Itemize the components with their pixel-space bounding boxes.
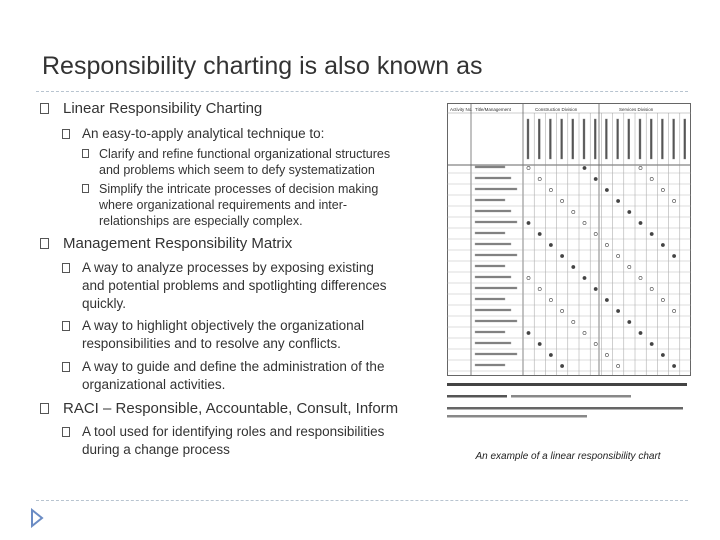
bullet-line: A tool used for identifying roles and responsibilities [82,424,385,439]
bullet-line: A way to analyze processes by exposing existing [82,260,374,275]
bullet-raci [40,400,398,418]
footer-divider [36,500,688,501]
bullet-text [82,358,384,394]
bullet-line: Simplify the intricate processes of decision making [99,182,379,196]
sub-bullet-analyze-processes [62,259,386,313]
figure-caption: An example of a linear responsibility chart [475,451,661,462]
bullet-line: organizational activities. [82,377,226,392]
bullet-line: during a change process [82,442,230,457]
bullet-text: Linear Responsibility Charting [63,100,263,117]
figure-header-services: Services Division [619,107,654,112]
bullet-marker-icon [40,238,49,249]
bullet-text: An easy-to-apply analytical technique to: [82,126,325,141]
sub-bullet-analytical-technique [62,125,324,143]
bullet-text [99,146,390,178]
bullet-marker-icon [82,184,89,193]
bullet-marker-icon [62,263,70,273]
bullet-linear-responsibility-charting [40,100,262,118]
bullet-marker-icon [62,427,70,437]
bullet-text: RACI – Responsible, Accountable, Consult, Inform [63,400,399,417]
bullet-line: responsibilities and to resolve any conflicts. [82,336,341,351]
sub-bullet-raci-tool [62,423,384,459]
bullet-marker-icon [82,149,89,158]
bullet-line: and potential problems and spotlighting differences [82,278,387,293]
sub-bullet-guide-administration [62,358,384,394]
bullet-text: Management Responsibility Matrix [63,235,293,252]
bullet-line: quickly. [82,296,127,311]
figure-header-construction: Construction Division [535,107,578,112]
bullet-line: where organizational requirements and inter- [99,198,348,212]
bullet-marker-icon [62,129,70,139]
bullet-marker-icon [40,403,49,414]
bullet-marker-icon [62,321,70,331]
bullet-text [82,423,384,459]
bullet-line: Clarify and refine functional organizational structures [99,147,391,161]
bullet-management-responsibility-matrix [40,235,292,253]
linear-responsibility-chart-image [447,103,691,433]
slide-title: Responsibility charting is also known as [42,52,483,80]
bullet-line: relationships are especially complex. [99,214,303,228]
bullet-text [82,259,386,313]
bullet-marker-icon [40,103,49,114]
chart-figure-graphic [447,103,691,433]
sub-sub-bullet-simplify [82,181,378,229]
bullet-text [82,317,364,353]
bullet-text [99,181,378,229]
bullet-marker-icon [62,362,70,372]
figure-header-title: Title/Management [475,107,511,112]
bullet-line: A way to guide and define the administration of the [82,359,385,374]
sub-bullet-highlight-responsibilities [62,317,364,353]
bullet-line: and problems which seem to defy systematization [99,163,375,177]
figure-header-activity: Activity No. [450,107,473,112]
sub-sub-bullet-clarify [82,146,390,178]
bullet-line: A way to highlight objectively the organizational [82,318,365,333]
slide-nav-marker-icon [30,508,44,528]
